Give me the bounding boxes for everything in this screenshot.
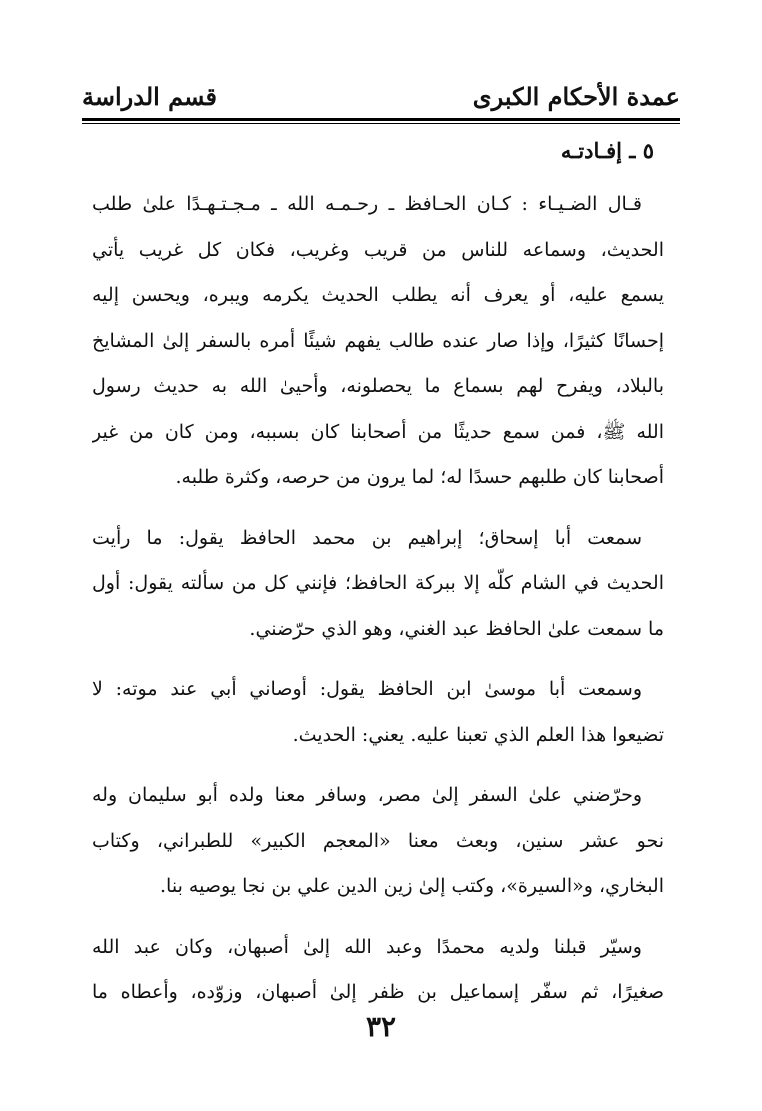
text-line: وحرّضني علىٰ السفر إلىٰ مصر، وسافر معنا ولده أبو سليمان وله (92, 784, 642, 806)
paragraph (92, 925, 664, 1016)
text-line: وسمعت أبا موسىٰ ابن الحافظ يقول: أوصاني أبي عند موته: لا (92, 678, 642, 700)
paragraph-gap (92, 507, 664, 516)
text-line: أصحابنا كان طلبهم حسدًا له؛ لما يرون من حرصه، وكثرة طلبه. (175, 466, 664, 488)
header-rule-thick (82, 118, 680, 121)
paragraph (92, 773, 664, 910)
paragraph (92, 516, 664, 653)
book-title: عمدة الأحكام الكبرى (472, 82, 680, 111)
header-rule-thin (82, 123, 680, 124)
text-line: الحديث في الشام كلّه إلا ببركة الحافظ؛ فإنني كل من سألته يقول: أول (92, 572, 664, 594)
text-line: يسمع عليه، أو يعرف أنه يطلب الحديث يكرمه ويبره، ويحسن إليه (92, 284, 664, 306)
paragraph (92, 182, 664, 501)
running-header (82, 78, 680, 120)
text-line: إحسانًا كثيرًا، وإذا صار عنده طالب يفهم شيئًا أمره بالسفر إلىٰ المشايخ (92, 329, 664, 352)
page-number: ٣٢ (365, 1010, 397, 1043)
text-line: ما سمعت علىٰ الحافظ عبد الغني، وهو الذي حرّضني. (249, 617, 664, 640)
text-line: قـال الضـيـاء : كـان الحـافظ ـ رحـمـه الله ـ مـجـتـهـدًا علىٰ طلب (92, 193, 642, 215)
paragraph-gap (92, 658, 664, 667)
section-heading: ٥ ـ إفـادتـه (560, 138, 654, 163)
text-line: صغيرًا، ثم سفّر إسماعيل بن ظفر إلىٰ أصبهان، وزوّده، وأعطاه ما (92, 981, 664, 1003)
text-line: بالبلاد، ويفرح لهم بسماع ما يحصلونه، وأحيىٰ الله به حديث رسول (92, 375, 664, 397)
body-text (92, 182, 664, 1022)
text-line: تضيعوا هذا العلم الذي تعبنا عليه. يعني: الحديث. (292, 723, 664, 746)
text-line: سمعت أبا إسحاق؛ إبراهيم بن محمد الحافظ يقول: ما رأيت (92, 526, 642, 549)
text-line: نحو عشر سنين، وبعث معنا «المعجم الكبير» للطبراني، وكتاب (92, 829, 664, 852)
paragraph-gap (92, 916, 664, 925)
paragraph-gap (92, 764, 664, 773)
text-line: وسيّر قبلنا ولديه محمدًا وعبد الله إلىٰ أصبهان، وكان عبد الله (92, 935, 642, 958)
text-line: البخاري، و«السيرة»، وكتب إلىٰ زين الدين علي بن نجا يوصيه بنا. (160, 875, 664, 897)
text-line: الحديث، وسماعه للناس من قريب وغريب، فكان كل غريب يأتي (92, 238, 664, 261)
paragraph (92, 667, 664, 758)
text-line: الله ﷺ، فمن سمع حديثًا من أصحابنا كان بسببه، ومن كان من غير (92, 420, 664, 443)
section-title: قسم الدراسة (82, 82, 218, 111)
